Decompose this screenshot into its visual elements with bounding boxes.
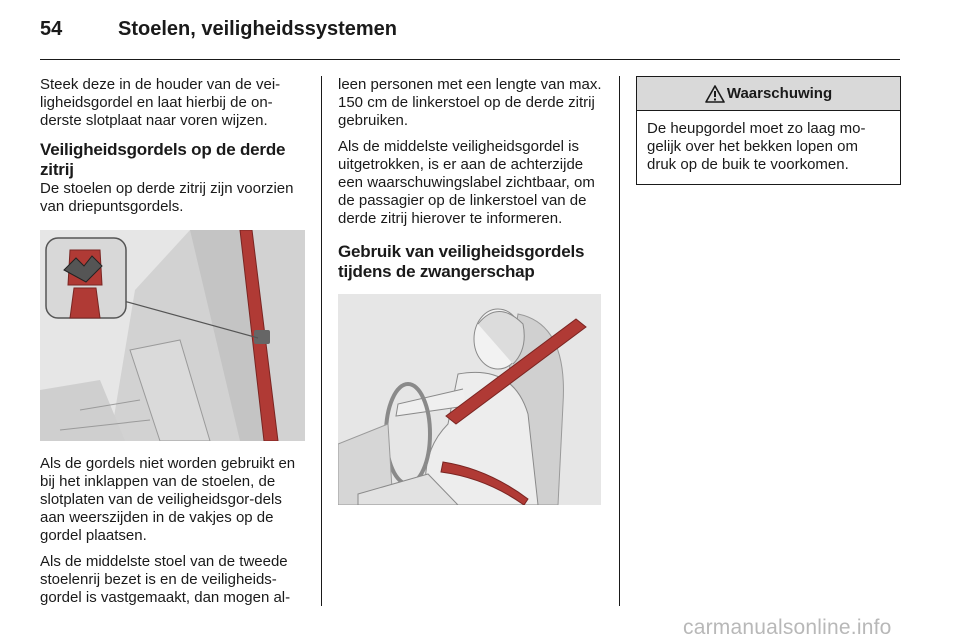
column-2	[338, 76, 603, 505]
rear-seat-belt-drawing	[40, 230, 305, 441]
warning-header	[637, 77, 900, 111]
warning-box	[636, 76, 901, 185]
page-number: 54	[40, 18, 63, 40]
section-heading-pregnancy: Gebruik van veiligheidsgordels tijdens de zwangerschap	[338, 242, 585, 281]
pregnant-driver-drawing	[338, 294, 601, 505]
rear-seat-belt-illustration	[40, 230, 305, 441]
warning-triangle-icon	[705, 85, 725, 103]
unused-belts-paragraph: Als de gordels niet worden gebruikt en bij het inklappen van de stoelen, de slotplaten van de veiligheidsgor-dels aan weerszijden in de vakjes op de gordel plaatsen.	[40, 455, 296, 544]
column-divider-1	[321, 76, 322, 606]
warning-label-paragraph: Als de middelste veiligheidsgordel is uitgetrokken, is er aan de achterzijde een waarschuwingslabel zichtbaar, om de passagier op de linkerstoel van de derde zitrij hierover te informeren.	[338, 138, 595, 227]
middle-seat-paragraph: Als de middelste stoel van de tweede stoelenrij bezet is en de veiligheids-gordel is vastgemaakt, dan mogen al-	[40, 553, 291, 606]
pregnant-driver-illustration	[338, 294, 601, 505]
warning-title: Waarschuwing	[726, 85, 833, 102]
warning-text: De heupgordel moet zo laag mo-gelijk over het bekken lopen om druk op de buik te voorkomen.	[647, 120, 866, 173]
column-1	[40, 76, 305, 615]
third-row-paragraph: De stoelen op derde zitrij zijn voorzien van driepuntsgordels.	[40, 180, 294, 215]
column-divider-2	[619, 76, 620, 606]
page-header	[40, 18, 397, 41]
page-title: Stoelen, veiligheidssystemen	[118, 18, 397, 40]
continuation-paragraph: leen personen met een lengte van max. 150 cm de linkerstoel op de derde zitrij gebruiken.	[338, 76, 602, 129]
intro-paragraph: Steek deze in de houder van de vei-ligheidsgordel en laat hierbij de on-derste slotplaat naar voren wijzen.	[40, 76, 281, 129]
header-rule	[40, 59, 900, 60]
site-watermark: carmanualsonline.info	[683, 616, 892, 639]
section-heading-third-row: Veiligheidsgordels op de derde zitrij	[40, 140, 286, 179]
